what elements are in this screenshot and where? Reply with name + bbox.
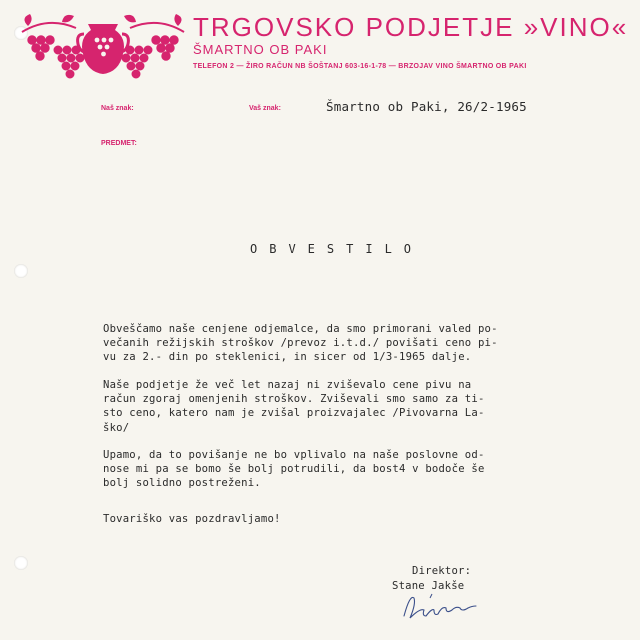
text-line: bolj solidno postreženi. [103,477,261,490]
company-contact-line: TELEFON 2 — ŽIRO RAČUN NB ŠOŠTANJ 603-16-1-78 — BRZOJAV VINO ŠMARTNO OB PAKI [193,63,527,70]
vas-znak-label: Vaš znak: [249,105,281,112]
nas-znak-label: Naš znak: [101,105,134,112]
text-line: ško/ [103,421,130,434]
paragraph-1 [103,322,563,365]
date-line: Šmartno ob Paki, 26/2-1965 [326,99,527,114]
punch-hole [14,556,28,570]
text-line: Obveščamo naše cenjene odjemalce, da smo primorani valed po- [103,323,498,335]
text-line: račun zgoraj omenjenih stroškov. Zviševali smo samo za ti- [103,393,485,406]
punch-hole [14,264,28,278]
paragraph-2 [103,378,563,435]
text-line: večanih režijskih stroškov /prevoz i.t.d./ povišati ceno pi- [103,337,498,350]
letter-title: OBVESTILO [250,242,424,256]
text-line: Upamo, da to povišanje ne bo vplivalo na naše poslovne od- [103,449,485,461]
closing-greeting [103,512,563,526]
predmet-label: PREDMET: [101,140,137,147]
signoff-name: Stane Jakše [392,580,465,592]
paragraph-3 [103,448,563,491]
company-location: ŠMARTNO OB PAKI [193,42,328,57]
text-line: sto ceno, katero nam je zvišal proizvajalec /Pivovarna La- [103,407,485,420]
signoff-role: Direktor: [412,565,472,577]
text-line: nose mi pa se bomo še bolj potrudili, da bost4 v bodoče še [103,463,485,476]
text-line: vu za 2.- din po steklenici, in sicer od 1/3-1965 dalje. [103,351,472,364]
grape-vine-logo [18,10,188,82]
company-name: TRGOVSKO PODJETJE »VINO« [193,12,629,42]
handwritten-signature [400,588,480,624]
text-line: Tovariško vas pozdravljamo! [103,513,281,525]
text-line: Naše podjetje že več let nazaj ni zviševalo cene pivu na [103,379,472,391]
